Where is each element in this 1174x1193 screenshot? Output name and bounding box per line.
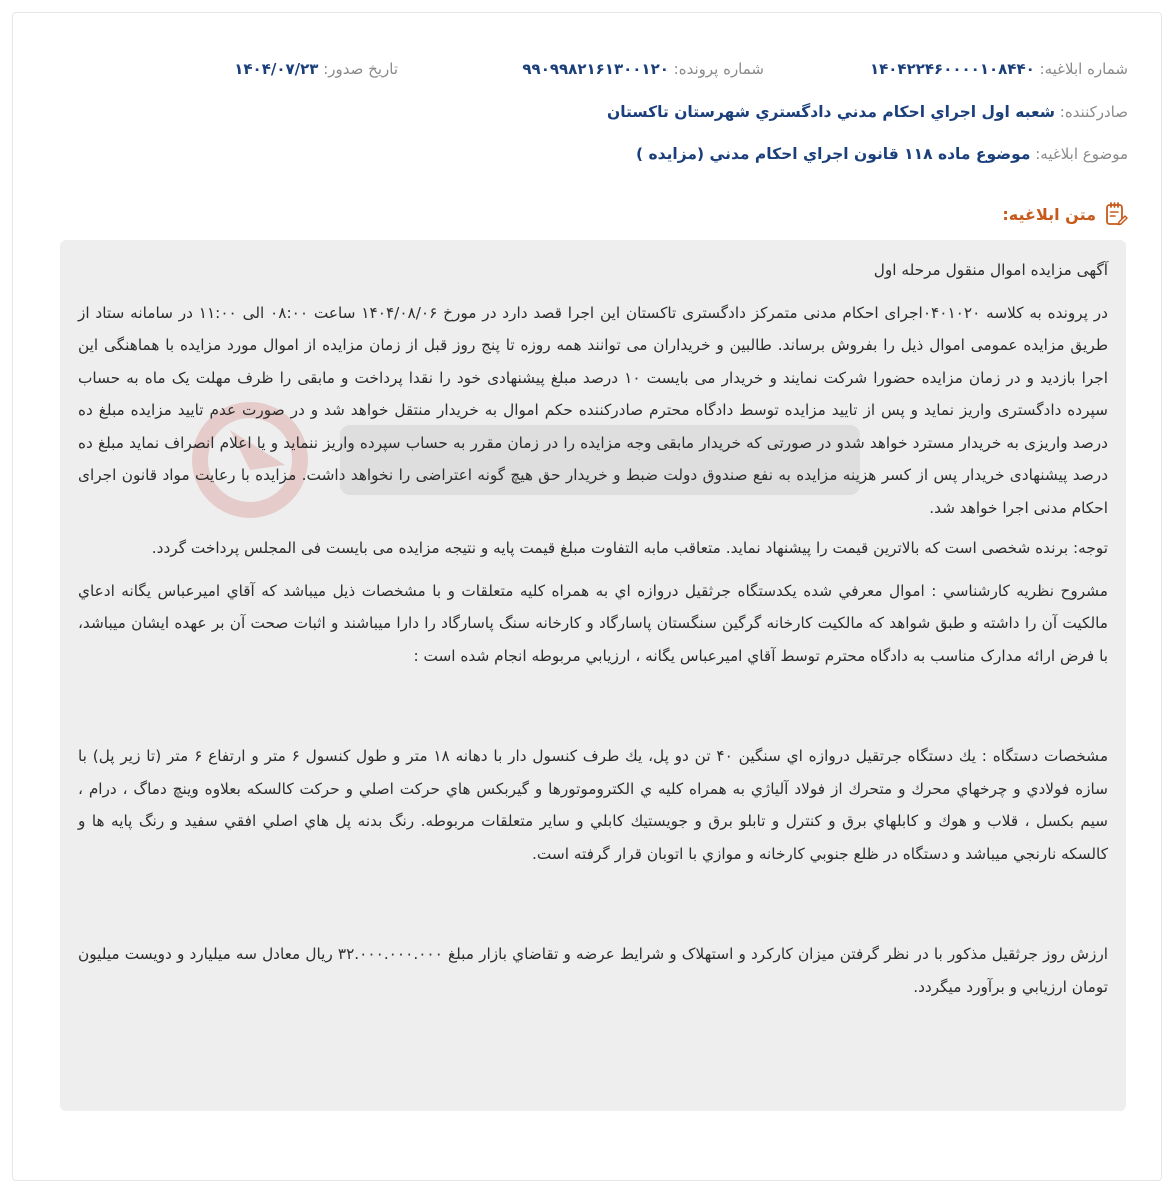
notice-paragraph-3: مشروح نظريه کارشناسي : اموال معرفي شده يکدستگاه جرثقيل دروازه اي به همراه کليه متعلقات و با مشخصات ذيل ميباشد که آقاي اميرعباس يگانه ادعاي مالکيت آن را داشته و طبق شواهد که مالکيت کارخانه گرگين سنگستان پاسارگاد و کارخانه سنگ پاسارگاد را دارا ميباشند و اثبات صحت آن بر عهده ايشان ميباشد، با فرض ارائه مدارک مناسب به دادگاه محترم توسط آقاي اميرعباس يگانه ، ارزيابي مربوطه انجام شده است :: [78, 581, 1108, 665]
notice-paragraph-2: توجه: برنده شخصی است که بالاترین قیمت را پیشنهاد نماید. متعاقب مابه التفاوت مبلغ قیمت پایه و نتیجه مزایده می بایست فی المجلس پرداخت گردد.: [151, 539, 1108, 557]
subject-value: موضوع ماده ۱۱۸ قانون اجراي احکام مدني (مزايده ): [636, 145, 1031, 163]
notice-paragraph-5: ارزش روز جرثقيل مذکور با در نظر گرفتن ميزان کارکرد و استهلاک و شرايط عرضه و تقاضاي بازار مبلغ ۳۲.۰۰۰.۰۰۰.۰۰۰ ريال معادل سه ميليارد و دويست ميليون تومان ارزيابي و برآورد ميگردد.: [78, 945, 1108, 996]
notice-number-label: شماره ابلاغيه:: [1039, 60, 1128, 78]
notice-text-header: [1002, 200, 1128, 228]
notice-heading: آگهی مزایده اموال منقول مرحله اول: [873, 261, 1108, 279]
notice-paragraph-1: در پرونده به کلاسه ۰۴۰۱۰۲۰اجرای احکام مدنی متمرکز دادگستری تاکستان این اجرا قصد دارد در مورخ ۱۴۰۴/۰۸/۰۶ ساعت ۰۸:۰۰ الی ۱۱:۰۰ در سامانه ستاد از طریق مزایده عمومی اموال ذیل را بفروش برساند. طالبین و خریداران می توانند همه روزه تا پنج روز قبل از زمان مزایده از اموال مورد مزایده با هماهنگی این اجرا بازدید و در زمان مزایده حضورا شرکت نمایند و خریدار می بایست ۱۰ درصد مبلغ پیشنهادی خود را نقدا پرداخت و مابقی را ظرف مهلت یک ماه به حساب سپرده دادگستری واریز نماید و پس از تایید مزایده توسط دادگاه محترم صادرکننده حکم اموال به خریدار منتقل خواهد شد و در صورت عدم تایید مزایده مبلغ ده درصد واریزی به خریدار مسترد خواهد شدو در صورتی که خریدار مابقی وجه مزایده را در زمان مقرر به حساب سپرده واریز ننماید و یا اعلام انصراف نماید مبلغ ده درصد پیشنهادی خریدار پس از کسر هزینه مزایده به نفع صندوق دولت ضبط و خریدار حق هیچ گونه اعتراضی را نخواهد داشت. مزایده با رعایت مواد قانون اجرای احکام مدنی اجرا خواهد شد.: [78, 303, 1108, 517]
notice-meta-row: [46, 58, 1128, 80]
notice-body: [60, 240, 1126, 1111]
issue-date-label: تاريخ صدور:: [323, 60, 398, 78]
issuer-row: [46, 100, 1128, 124]
issue-date: [234, 60, 398, 78]
subject-label: موضوع ابلاغيه:: [1035, 145, 1128, 163]
notice-paragraph-4: مشخصات دستگاه : يك دستگاه جرتقيل دروازه اي سنگين ۴۰ تن دو پل، يك طرف كنسول دار با دهانه ۱۸ متر و طول کنسول ۶ متر و ارتفاع ۶ متر (تا زير پل) با سازه فولادي و چرخهاي محرك و متحرك از فولاد آلياژي به همراه كليه ي الكتروموتورها و گيربكس هاي حركت اصلي و حركت كالسكه بعلاوه وينچ دماگ ، درام ، سيم بكسل ، قلاب و هوك و كابلهاي برق و كنترل و تابلو برق و جويستيك كابلي و ساير متعلقات مربوطه. رنگ بدنه پل هاي اصلي افقي سفيد و رنگ پايه ها و كالسكه نارنجي ميباشد و دستگاه در ظلع جنوبي كارخانه و موازي با اتوبان قرار گرفته است.: [78, 747, 1109, 863]
issue-date-value: ۱۴۰۴/۰۷/۲۳: [234, 60, 319, 78]
document-edit-icon: [1104, 201, 1128, 227]
subject-row: [46, 142, 1128, 166]
notice-text-title: متن ابلاغيه:: [1002, 204, 1096, 224]
notice-number: [870, 60, 1128, 78]
issuer-value: شعبه اول اجراي احکام مدني دادگستري شهرستان تاکستان: [607, 103, 1055, 121]
case-number-value: ۹۹۰۹۹۸۲۱۶۱۳۰۰۱۲۰: [522, 60, 669, 78]
case-number: [522, 60, 764, 78]
case-number-label: شماره پرونده:: [673, 60, 764, 78]
issuer-label: صادرکننده:: [1059, 103, 1128, 121]
notice-number-value: ۱۴۰۴۲۲۴۶۰۰۰۰۱۰۸۴۴۰: [869, 60, 1035, 78]
